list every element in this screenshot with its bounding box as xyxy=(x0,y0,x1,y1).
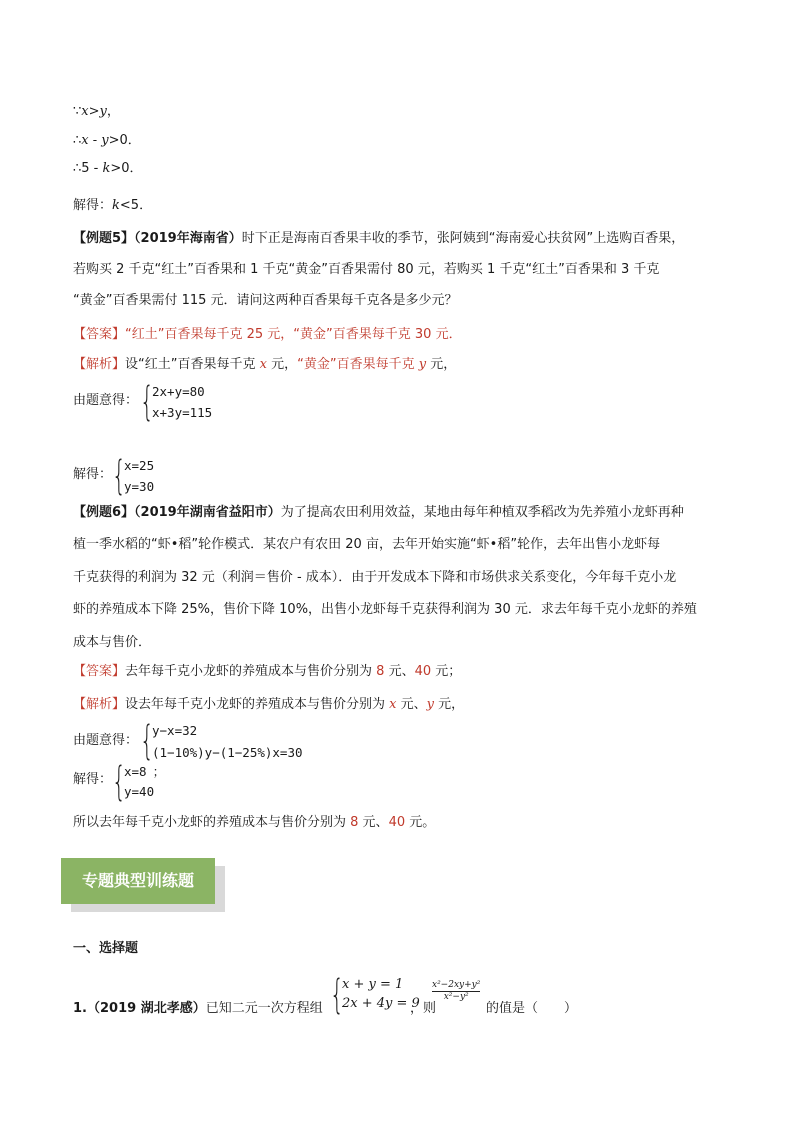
q1-tail: 的值是（ ） xyxy=(486,1001,578,1016)
ex5-question-line-2: 若购买 2 千克“红土”百香果和 1 千克“黄金”百香果需付 80 元，若购买 1 千克“红土”百香果和 3 千克 xyxy=(73,262,660,277)
intro-line-4: 解得：k<5． xyxy=(73,198,153,213)
ex6-question-line-1: 【例题6】（2019年湖南省益阳市）为了提高农田利用效益，某地由每年种植双季稻改为先养殖小龙虾再种 xyxy=(73,505,684,520)
intro-line-1: ∵x>y， xyxy=(73,104,120,119)
brace-icon: { xyxy=(112,759,126,805)
brace-icon: { xyxy=(140,718,154,764)
ex5-solve-label: 解得： xyxy=(73,467,113,482)
ex5-question-line-1: 【例题5】（2019年海南省）时下正是海南百香果丰收的季节，张阿姨到“海南爱心扶贫网”上选购百香果， xyxy=(73,231,685,246)
brace-icon: { xyxy=(112,453,126,499)
ex5-analysis: 【解析】设“红土”百香果每千克 x 元，“黄金”百香果每千克 y 元， xyxy=(73,357,457,372)
ex6-conclusion: 所以去年每千克小龙虾的养殖成本与售价分别为 8 元、40 元。 xyxy=(73,815,436,830)
ex6-answer: 【答案】去年每千克小龙虾的养殖成本与售价分别为 8 元、40 元； xyxy=(73,664,462,679)
question-1: 1.（2019 湖北孝感）已知二元一次方程组 xyxy=(73,1001,323,1016)
part-heading: 一、选择题 xyxy=(73,941,139,956)
ex6-question-line-3: 千克获得的利润为 32 元（利润＝售价 - 成本）．由于开发成本下降和市场供求关系变化，今年每千克小龙 xyxy=(73,570,677,585)
intro-line-3: ∴5 - k>0． xyxy=(73,161,143,176)
intro-line-2: ∴x - y>0． xyxy=(73,133,141,148)
section-banner: 专题典型训练题 xyxy=(61,858,215,904)
ex6-setup-label: 由题意得： xyxy=(73,733,139,748)
q1-then: ，则 xyxy=(410,1001,437,1016)
brace-icon: { xyxy=(330,972,344,1018)
ex5-question-line-3: “黄金”百香果需付 115 元．请问这两种百香果每千克各是多少元？ xyxy=(73,293,458,308)
ex5-setup-label: 由题意得： xyxy=(73,393,139,408)
ex5-answer: 【答案】“红土”百香果每千克 25 元，“黄金”百香果每千克 30 元． xyxy=(73,327,462,342)
ex6-solve-label: 解得： xyxy=(73,772,113,787)
brace-icon: { xyxy=(140,379,154,425)
ex6-analysis: 【解析】设去年每千克小龙虾的养殖成本与售价分别为 x 元、y 元， xyxy=(73,697,465,712)
ex6-question-line-4: 虾的养殖成本下降 25%，售价下降 10%，出售小龙虾每千克获得利润为 30 元．求去年每千克小龙虾的养殖 xyxy=(73,602,697,617)
ex6-question-line-5: 成本与售价． xyxy=(73,635,152,650)
q1-fraction: $\frac{\text{x²−2xy+y²}}{\text{x²−y²}}$ xyxy=(432,980,481,1002)
ex6-question-line-2: 植一季水稻的“虾•稻”轮作模式．某农户有农田 20 亩，去年开始实施“虾•稻”轮作，去年出售小龙虾每 xyxy=(73,537,661,552)
